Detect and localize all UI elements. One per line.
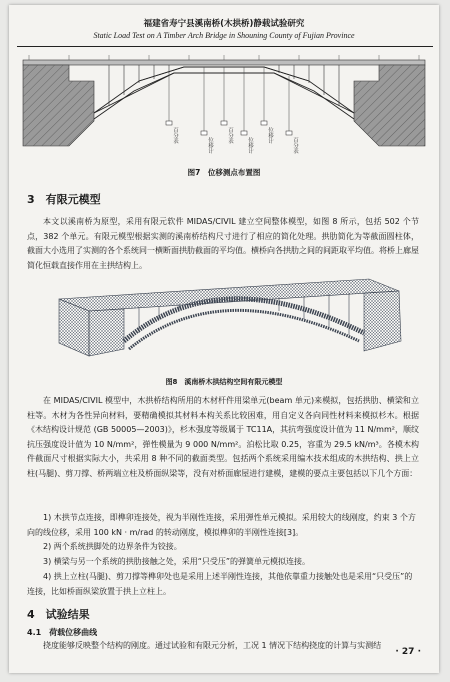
section4-paragraph: 挠度能够反映整个结构的刚度。通过试验和有限元分析，工况 1 情况下结构挠度的计算与实测结 — [43, 641, 382, 650]
section3-heading: 3 有限元模型 — [27, 193, 101, 206]
section4-1-heading: 4.1 荷载位移曲线 — [27, 628, 98, 637]
running-header-en: Static Load Test on A Timber Arch Bridge in Shouning County of Fujian Province — [93, 31, 355, 40]
figure7-bridge-diagram — [9, 51, 439, 166]
figure8-caption: 图8 溪南桥木拱结构空间有限元模型 — [165, 378, 283, 386]
modeling-item-1: 1) 木拱节点连接，即榫卯连接处，视为半刚性连接，采用弹性单元模拟。采用较大的线刚度，约束 3 个方向的线位移，采用 100 kN · m/rad 的转动刚度，模拟榫卯的半刚性连接[3]。 — [27, 513, 416, 537]
gauge-label-3: 百分表 — [227, 127, 233, 144]
gauge-label-5: 位移计 — [267, 127, 273, 144]
modeling-item-2: 2) 两个系统拱脚处的边界条件为铰接。 — [43, 542, 182, 551]
section4-heading: 4 试验结果 — [27, 608, 90, 621]
document-page — [9, 5, 439, 673]
section3-paragraph-1: 本文以溪南桥为原型，采用有限元软件 MIDAS/CIVIL 建立空间整体模型，如图 8 所示，包括 502 个节点，382 个单元。有限元模型根据实测的溪南桥结构尺寸进行了相应的简化处理。拱肋简化为等截面圆柱体，截面大小选用了实测的各个系统同一横断面拱肋截面的平均值。横桥向各拱肋之间的间距取平均值。将桥上廊屋简化恒载直接作用在主拱结构上。 — [27, 217, 419, 270]
gauge-label-6: 百分表 — [292, 137, 298, 154]
gauge-label-2: 位移计 — [207, 137, 213, 154]
figure8-fe-model — [9, 271, 439, 371]
gauge-label-4: 位移计 — [247, 137, 253, 154]
figure7-caption: 图7 位移测点布置图 — [187, 168, 261, 177]
gauge-label-1: 百分表 — [172, 127, 178, 144]
modeling-item-3: 3) 横梁与另一个系统的拱肋接触之处，采用“只受压”的弹簧单元模拟连接。 — [43, 557, 311, 566]
running-header-cn: 福建省寿宁县溪南桥(木拱桥)静载试验研究 — [143, 19, 305, 29]
modeling-item-4: 4) 拱上立柱(马腿)、剪刀撑等榫卯处也是采用上述半刚性连接，其他依靠重力接触处也是采用“只受压”的连接，比如桥面纵梁放置于拱上立柱上。 — [27, 572, 413, 596]
page-number: · 27 · — [395, 647, 421, 657]
section3-paragraph-2: 在 MIDAS/CIVIL 模型中，木拱桥结构所用的木材杆件用梁单元(beam 单元)来模拟，包括拱肋、横梁和立柱等。木材为各性异向材料，要精确模拟其材料本构关系比较困难，用自定义各向同性材料来模拟杉木。根据《木结构设计规范 (GB 50005—2003)》，杉木强度等级属于 TC11A，其抗弯强度设计值为 11 N/mm²，顺纹抗压强度设计值为 10 N/mm²，弹性模量为 9 000 N/mm²。泊松比取 0.25，容重为 29.5 kN/m³。各模木构件截面尺寸根据实际大小，共采用 8 种不同的截面类型。包括两个系统采用编木技术组成的木拱结构、拱上立柱(马腿)、剪刀撑、桥两端立柱及桥面纵梁等，没有对桥面廊屋进行建模，建模的要点主要包括以下几个方面： — [27, 396, 419, 478]
header-rule — [17, 46, 433, 47]
